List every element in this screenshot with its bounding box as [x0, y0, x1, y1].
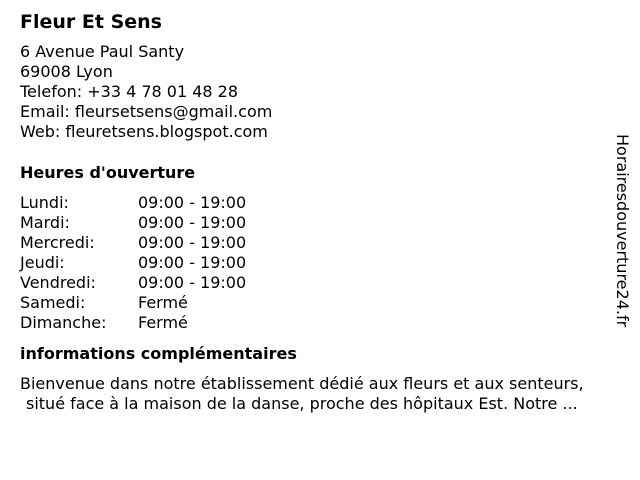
email-line: Email: fleursetsens@gmail.com — [20, 102, 273, 121]
day-hours: 09:00 - 19:00 — [138, 253, 247, 272]
business-card — [20, 10, 620, 414]
hours-row-sunday — [20, 313, 246, 333]
hours-row-wednesday — [20, 233, 246, 253]
day-hours: 09:00 - 19:00 — [138, 193, 247, 212]
day-hours: Fermé — [138, 313, 188, 332]
day-hours: 09:00 - 19:00 — [138, 273, 247, 292]
day-label: Lundi: — [20, 193, 69, 212]
hours-row-saturday — [20, 293, 246, 313]
watermark-text: Horairesdouverture24.fr — [613, 134, 632, 328]
address-street: 6 Avenue Paul Santy — [20, 42, 185, 61]
watermark — [612, 134, 636, 344]
address-city: 69008 Lyon — [20, 62, 113, 81]
hours-heading: Heures d'ouverture — [20, 163, 196, 182]
day-label: Samedi: — [20, 293, 86, 312]
hours-row-monday — [20, 193, 246, 213]
description-line-1: Bienvenue dans notre établissement dédié aux fleurs et aux senteurs, — [20, 374, 584, 393]
day-label: Mercredi: — [20, 233, 95, 252]
day-hours: 09:00 - 19:00 — [138, 233, 247, 252]
day-label: Jeudi: — [20, 253, 65, 272]
day-hours: 09:00 - 19:00 — [138, 213, 247, 232]
description-line-2: situé face à la maison de la danse, proche des hôpitaux Est. Notre ... — [26, 394, 578, 413]
hours-row-friday — [20, 273, 246, 293]
hours-table — [20, 193, 246, 333]
day-label: Mardi: — [20, 213, 70, 232]
info-heading: informations complémentaires — [20, 344, 297, 363]
day-label: Dimanche: — [20, 313, 107, 332]
web-line: Web: fleuretsens.blogspot.com — [20, 122, 268, 141]
hours-row-tuesday — [20, 213, 246, 233]
hours-row-thursday — [20, 253, 246, 273]
business-name: Fleur Et Sens — [20, 11, 162, 33]
day-hours: Fermé — [138, 293, 188, 312]
day-label: Vendredi: — [20, 273, 96, 292]
phone-line: Telefon: +33 4 78 01 48 28 — [20, 82, 239, 101]
